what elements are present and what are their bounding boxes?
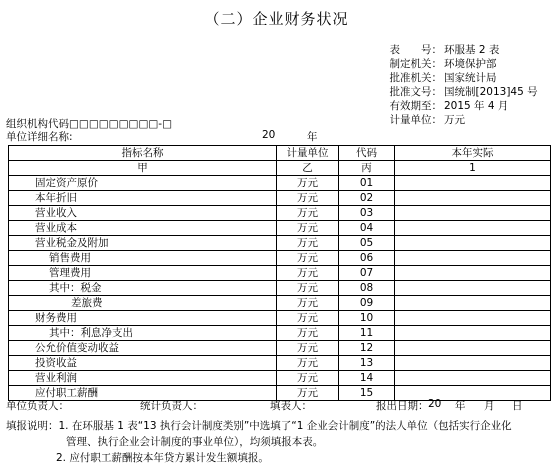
row-name: 营业利润 bbox=[9, 371, 277, 386]
table-subheader-row bbox=[9, 161, 551, 176]
filler-label: 填表人： bbox=[270, 400, 312, 412]
header-actual: 本年实际 bbox=[395, 146, 551, 161]
table-row bbox=[9, 356, 551, 371]
row-name: 营业成本 bbox=[9, 221, 277, 236]
row-unit: 万元 bbox=[277, 266, 339, 281]
row-code: 12 bbox=[339, 341, 395, 356]
notes-line-2: 管理、执行企业会计制度的事业单位），均须填报本表。 bbox=[66, 436, 324, 448]
row-name: 应付职工薪酬 bbox=[9, 386, 277, 401]
row-unit: 万元 bbox=[277, 221, 339, 236]
row-name: 其中：利息净支出 bbox=[9, 326, 277, 341]
row-code: 07 bbox=[339, 266, 395, 281]
meta-row-authority: 制定机关： 环境保护部 bbox=[389, 58, 497, 70]
row-name: 其中：税金 bbox=[9, 281, 277, 296]
row-name: 财务费用 bbox=[9, 311, 277, 326]
header-unit: 计量单位 bbox=[277, 146, 339, 161]
row-unit: 万元 bbox=[277, 236, 339, 251]
table-row bbox=[9, 296, 551, 311]
row-name: 销售费用 bbox=[9, 251, 277, 266]
row-name: 管理费用 bbox=[9, 266, 277, 281]
row-code: 06 bbox=[339, 251, 395, 266]
row-value-cell[interactable] bbox=[395, 281, 551, 296]
subheader-cell: 甲 bbox=[9, 161, 277, 176]
subheader-cell: 乙 bbox=[277, 161, 339, 176]
report-date-month: 月 bbox=[484, 400, 495, 412]
row-value-cell[interactable] bbox=[395, 206, 551, 221]
row-unit: 万元 bbox=[277, 326, 339, 341]
meta-row-approver: 批准机关： 国家统计局 bbox=[389, 72, 497, 84]
table-row bbox=[9, 206, 551, 221]
report-date-day: 日 bbox=[512, 400, 523, 412]
subheader-cell: 1 bbox=[395, 161, 551, 176]
row-unit: 万元 bbox=[277, 191, 339, 206]
table-row bbox=[9, 371, 551, 386]
row-code: 02 bbox=[339, 191, 395, 206]
row-value-cell[interactable] bbox=[395, 191, 551, 206]
row-code: 08 bbox=[339, 281, 395, 296]
stat-head-label: 统计负责人： bbox=[140, 400, 203, 412]
row-name: 投资收益 bbox=[9, 356, 277, 371]
row-value-cell[interactable] bbox=[395, 251, 551, 266]
row-code: 11 bbox=[339, 326, 395, 341]
row-code: 10 bbox=[339, 311, 395, 326]
meta-row-unit: 计量单位： 万元 bbox=[389, 114, 465, 126]
row-value-cell[interactable] bbox=[395, 356, 551, 371]
row-name: 固定资产原价 bbox=[9, 176, 277, 191]
row-code: 13 bbox=[339, 356, 395, 371]
unit-head-label: 单位负责人： bbox=[6, 400, 69, 412]
report-metadata bbox=[382, 43, 538, 127]
table-row bbox=[9, 191, 551, 206]
year-prefix: 20 bbox=[262, 129, 276, 141]
row-name: 差旅费 bbox=[9, 296, 277, 311]
header-indicator: 指标名称 bbox=[9, 146, 277, 161]
page-title: （二）企业财务状况 bbox=[204, 10, 349, 28]
row-name: 本年折旧 bbox=[9, 191, 277, 206]
row-unit: 万元 bbox=[277, 311, 339, 326]
row-code: 14 bbox=[339, 371, 395, 386]
financial-table bbox=[8, 145, 551, 401]
table-row bbox=[9, 251, 551, 266]
table-row bbox=[9, 281, 551, 296]
table-row bbox=[9, 341, 551, 356]
org-code-label: 组织机构代码□□□□□□□□□-□ bbox=[6, 118, 172, 130]
table-row bbox=[9, 176, 551, 191]
row-unit: 万元 bbox=[277, 371, 339, 386]
row-unit: 万元 bbox=[277, 281, 339, 296]
row-code: 03 bbox=[339, 206, 395, 221]
table-header-row bbox=[9, 146, 551, 161]
report-date-label: 报出日期： bbox=[376, 400, 429, 412]
row-unit: 万元 bbox=[277, 386, 339, 401]
row-name: 营业收入 bbox=[9, 206, 277, 221]
meta-row-valid-until: 有效期至： 2015 年 4 月 bbox=[389, 100, 509, 112]
table-row bbox=[9, 221, 551, 236]
row-value-cell[interactable] bbox=[395, 296, 551, 311]
row-value-cell[interactable] bbox=[395, 176, 551, 191]
table-row bbox=[9, 236, 551, 251]
row-code: 09 bbox=[339, 296, 395, 311]
unit-name-label: 单位详细名称: bbox=[6, 131, 73, 143]
row-unit: 万元 bbox=[277, 341, 339, 356]
row-value-cell[interactable] bbox=[395, 221, 551, 236]
meta-row-form-no: 表 号： 环服基 2 表 bbox=[389, 44, 500, 56]
notes-line-3: 2. 应付职工薪酬按本年贷方累计发生额填报。 bbox=[56, 452, 269, 464]
row-value-cell[interactable] bbox=[395, 266, 551, 281]
table-row bbox=[9, 311, 551, 326]
report-date-year-prefix: 20 bbox=[428, 398, 442, 410]
row-code: 15 bbox=[339, 386, 395, 401]
row-unit: 万元 bbox=[277, 176, 339, 191]
row-code: 05 bbox=[339, 236, 395, 251]
notes-line-1: 填报说明：1. 在环服基 1 表“13 执行会计制度类别”中选填了“1 企业会计制度”的法人单位（包括实行企业化 bbox=[6, 420, 512, 432]
table-row bbox=[9, 326, 551, 341]
row-unit: 万元 bbox=[277, 356, 339, 371]
meta-row-approval-no: 批准文号： 国统制[2013]45 号 bbox=[389, 86, 538, 98]
row-name: 营业税金及附加 bbox=[9, 236, 277, 251]
row-value-cell[interactable] bbox=[395, 236, 551, 251]
year-suffix: 年 bbox=[307, 131, 318, 143]
table-row bbox=[9, 266, 551, 281]
row-value-cell[interactable] bbox=[395, 341, 551, 356]
row-unit: 万元 bbox=[277, 251, 339, 266]
header-code: 代码 bbox=[339, 146, 395, 161]
row-value-cell[interactable] bbox=[395, 326, 551, 341]
row-value-cell[interactable] bbox=[395, 311, 551, 326]
row-name: 公允价值变动收益 bbox=[9, 341, 277, 356]
row-unit: 万元 bbox=[277, 206, 339, 221]
row-unit: 万元 bbox=[277, 296, 339, 311]
report-date-year: 年 bbox=[455, 400, 466, 412]
row-value-cell[interactable] bbox=[395, 371, 551, 386]
row-code: 04 bbox=[339, 221, 395, 236]
row-code: 01 bbox=[339, 176, 395, 191]
subheader-cell: 丙 bbox=[339, 161, 395, 176]
